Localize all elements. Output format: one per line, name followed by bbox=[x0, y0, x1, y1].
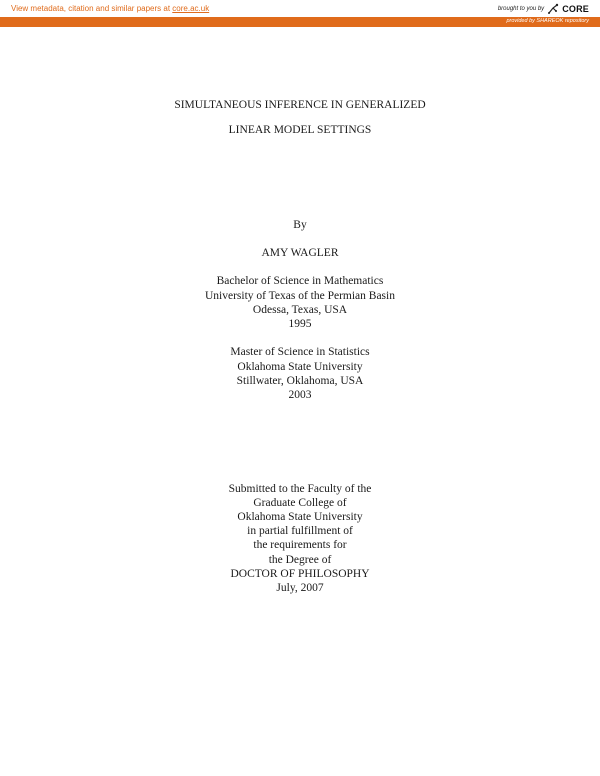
degree-2-institution: Oklahoma State University bbox=[237, 361, 363, 373]
degree-1-institution: University of Texas of the Permian Basin bbox=[205, 290, 395, 302]
degree-1-location: Odessa, Texas, USA bbox=[252, 304, 348, 316]
provided-by-text[interactable]: provided by SHAREOK repository bbox=[506, 18, 589, 24]
submission-line-4: in partial fulfillment of bbox=[247, 525, 353, 537]
core-logo-text: CORE bbox=[562, 3, 589, 14]
core-brand[interactable] bbox=[498, 3, 589, 14]
core-header bbox=[0, 0, 600, 17]
author-name: AMY WAGLER bbox=[261, 247, 339, 259]
core-logo-icon bbox=[547, 3, 559, 14]
byline: By bbox=[293, 219, 307, 231]
submission-date: July, 2007 bbox=[276, 582, 324, 594]
degree-1-name: Bachelor of Science in Mathematics bbox=[216, 275, 384, 287]
degree-2-name: Master of Science in Statistics bbox=[230, 346, 370, 358]
core-provided-bar bbox=[0, 17, 600, 27]
submission-line-5: the requirements for bbox=[253, 539, 347, 551]
degree-1-year: 1995 bbox=[288, 318, 312, 330]
core-link-prefix: View metadata, citation and similar papers at bbox=[11, 4, 173, 13]
submission-line-2: Graduate College of bbox=[253, 497, 347, 509]
degree-awarded: DOCTOR OF PHILOSOPHY bbox=[230, 568, 370, 580]
degree-2-location: Stillwater, Oklahoma, USA bbox=[236, 375, 364, 387]
core-metadata-link[interactable] bbox=[11, 4, 209, 13]
title-line-1: SIMULTANEOUS INFERENCE IN GENERALIZED bbox=[174, 99, 426, 111]
core-link-domain[interactable]: core.ac.uk bbox=[172, 4, 210, 13]
brought-to-you-text: brought to you by bbox=[497, 5, 545, 12]
title-line-2: LINEAR MODEL SETTINGS bbox=[228, 124, 372, 136]
submission-line-1: Submitted to the Faculty of the bbox=[228, 483, 372, 495]
submission-line-3: Oklahoma State University bbox=[237, 511, 363, 523]
submission-line-6: the Degree of bbox=[268, 554, 332, 566]
degree-2-year: 2003 bbox=[288, 389, 312, 401]
